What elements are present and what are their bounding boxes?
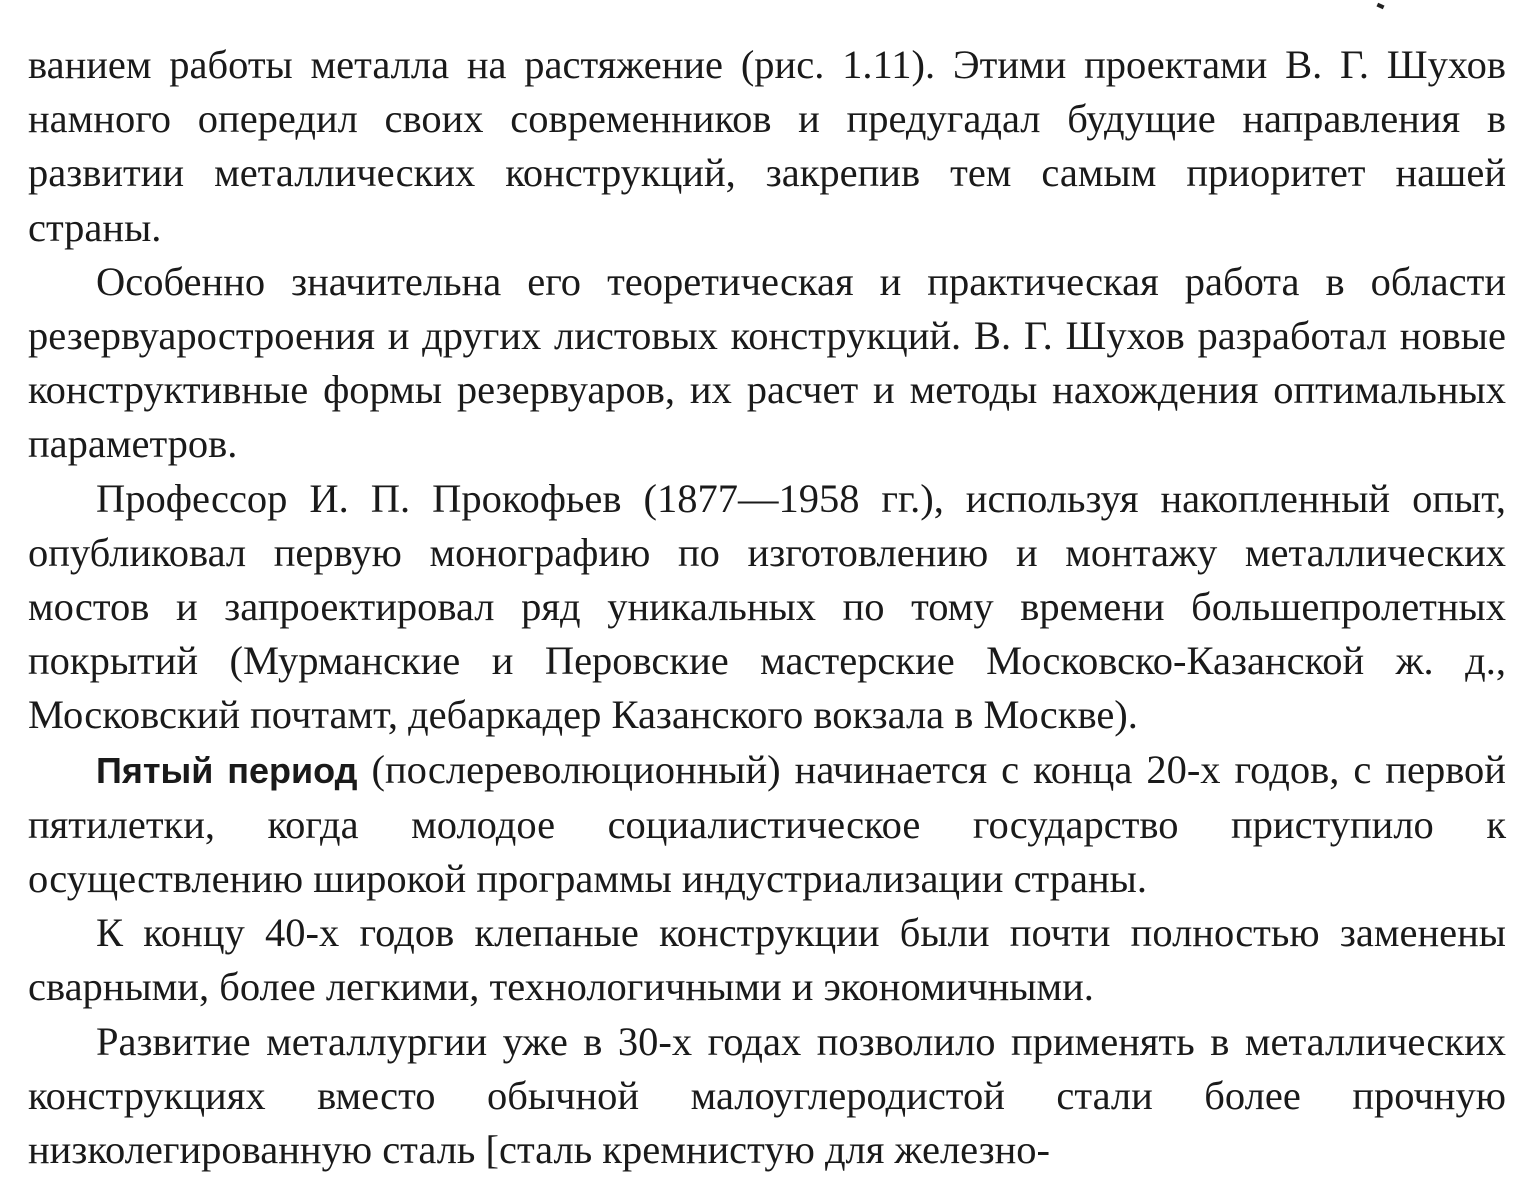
- paragraph-shukhov-tanks: [28, 255, 1506, 472]
- paragraph-shukhov-projects: [28, 38, 1506, 255]
- paragraph-text: ванием работы металла на растяжение (рис. 1.11). Этими проектами В. Г. Шухов намного опередил своих современников и предугадал будущие направления в развитии металлических конструкций, закрепив тем самым приоритет нашей страны.: [28, 42, 1506, 250]
- paragraph-text: Профессор И. П. Прокофьев (1877—1958 гг.), используя накопленный опыт, опубликовал первую монографию по изготовлению и монтажу металлических мостов и запроектировал ряд уникальных по тому времени большепролетных покрытий (Мурманские и Перовские мастерские Московско-Казанской ж. д., Московский почтамт, дебаркадер Казанского вокзала в Москве).: [28, 475, 1506, 738]
- paragraph-metallurgy: [28, 1015, 1506, 1177]
- section-lead: Пятый период: [96, 749, 358, 791]
- paragraph-riveted-welded: [28, 906, 1506, 1014]
- paragraph-text: (послереволюционный) начинается с конца 20-х годов, с первой пятилетки, когда молодое социалистическое государство приступило к осуществлению широкой программы индустриализации страны.: [28, 746, 1506, 902]
- paragraph-text: К концу 40-х годов клепаные конструкции были почти полностью заменены сварными, более легкими, технологичными и экономичными.: [28, 910, 1506, 1010]
- document-page: [28, 38, 1506, 1177]
- paragraph-text: Развитие металлургии уже в 30-х годах позволило применять в металлических конструкциях вместо обычной малоуглеродистой стали более прочную низколегированную сталь [сталь кремнистую для железно-: [28, 1018, 1506, 1173]
- scan-speck: [1376, 3, 1384, 10]
- paragraph-prokofiev: [28, 472, 1506, 743]
- paragraph-fifth-period: [28, 743, 1506, 907]
- paragraph-text: Особенно значительна его теоретическая и практическая работа в области резервуаростроения и других листовых конструкций. В. Г. Шухов разработал новые конструктивные формы резервуаров, их расчет и методы нахождения оптимальных параметров.: [28, 258, 1506, 467]
